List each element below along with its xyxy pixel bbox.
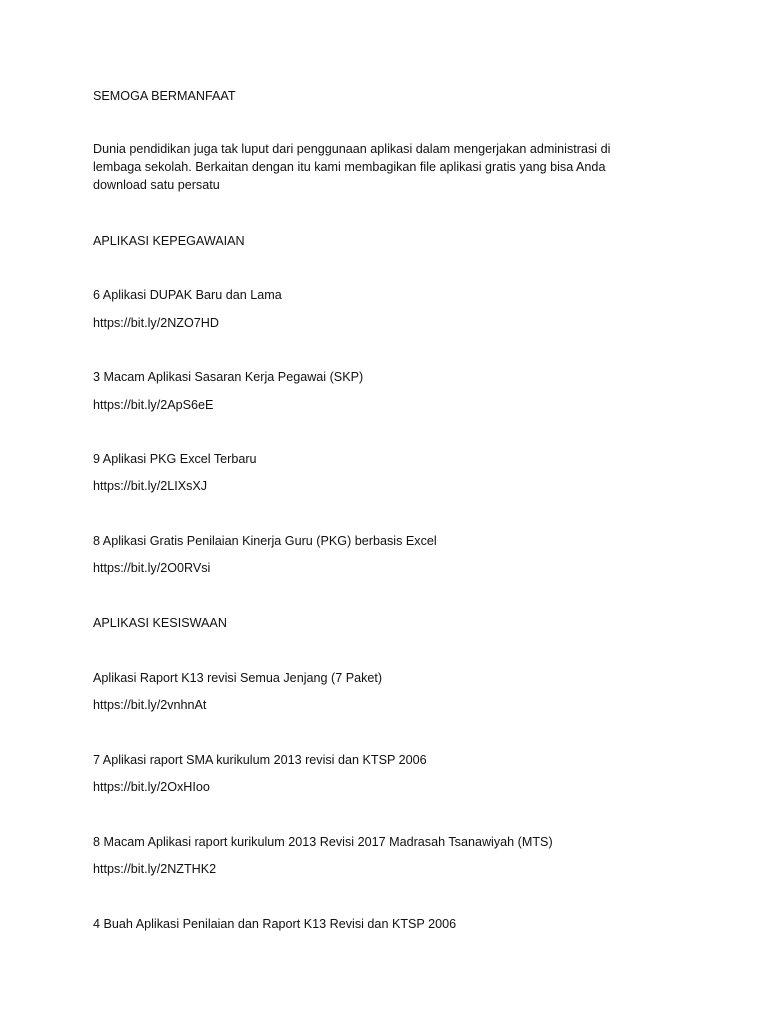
closing-heading: SEMOGA BERMANFAAT (93, 89, 236, 103)
item-title: 8 Aplikasi Gratis Penilaian Kinerja Guru (PKG) berbasis Excel (93, 534, 437, 548)
item-link[interactable] (93, 696, 206, 714)
section-heading-kesiswaan: APLIKASI KESISWAAN (93, 616, 227, 630)
item-title: 9 Aplikasi PKG Excel Terbaru (93, 452, 257, 466)
item-link-anchor[interactable]: https://bit.ly/2O0RVsi (93, 561, 211, 575)
item-title: 8 Macam Aplikasi raport kurikulum 2013 Revisi 2017 Madrasah Tsanawiyah (MTS) (93, 835, 553, 849)
item-link[interactable] (93, 396, 213, 414)
intro-paragraph: Dunia pendidikan juga tak luput dari penggunaan aplikasi dalam mengerjakan administrasi di lembaga sekolah. Berkaitan dengan itu kami membagikan file aplikasi gratis yang bisa Anda download satu persatu (93, 142, 611, 192)
item-link-anchor[interactable]: https://bit.ly/2NZTHK2 (93, 862, 217, 876)
item-link[interactable] (93, 778, 210, 796)
item-title: 4 Buah Aplikasi Penilaian dan Raport K13 Revisi dan KTSP 2006 (93, 917, 457, 931)
item-link-anchor[interactable]: https://bit.ly/2LIXsXJ (93, 479, 208, 493)
item-title: 6 Aplikasi DUPAK Baru dan Lama (93, 288, 282, 302)
item-link[interactable] (93, 559, 210, 577)
item-title: 3 Macam Aplikasi Sasaran Kerja Pegawai (SKP) (93, 370, 364, 384)
item-link[interactable] (93, 860, 216, 878)
item-link-anchor[interactable]: https://bit.ly/2NZO7HD (93, 316, 219, 330)
item-link-anchor[interactable]: https://bit.ly/2OxHIoo (93, 780, 210, 794)
item-link-anchor[interactable]: https://bit.ly/2ApS6eE (93, 398, 214, 412)
item-link-anchor[interactable]: https://bit.ly/2vnhnAt (93, 698, 207, 712)
item-title: Aplikasi Raport K13 revisi Semua Jenjang (7 Paket) (93, 671, 383, 685)
section-heading-kepegawaian: APLIKASI KEPEGAWAIAN (93, 234, 245, 248)
item-title: 7 Aplikasi raport SMA kurikulum 2013 revisi dan KTSP 2006 (93, 753, 427, 767)
item-link[interactable] (93, 477, 207, 495)
item-link[interactable] (93, 314, 219, 332)
